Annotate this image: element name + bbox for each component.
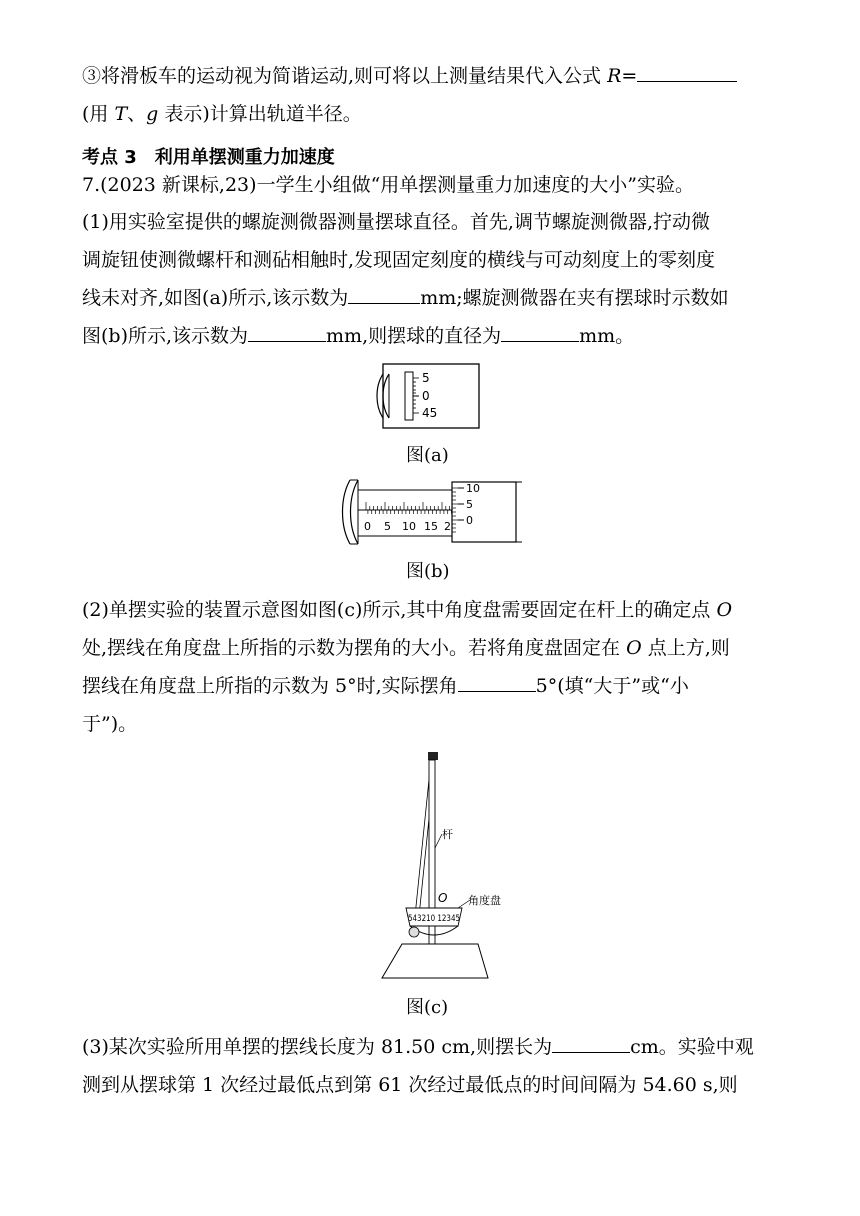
figure-a-micrometer [375, 360, 485, 434]
text-fragment: 点上方,则 [641, 637, 730, 659]
figure-a-caption: 图(a) [406, 445, 449, 466]
var-R: R [607, 65, 622, 87]
part-2-line-3 [82, 673, 689, 699]
text-fragment: cm。实验中观 [630, 1036, 754, 1058]
answer-blank-diameter[interactable] [501, 323, 579, 342]
question-7-title: 7.(2023 新课标,23)一学生小组做“用单摆测量重力加速度的大小”实验。 [82, 174, 694, 196]
formula-sentence: ③将滑板车的运动视为简谐运动,则可将以上测量结果代入公式 [82, 65, 608, 87]
var-g: g [146, 103, 159, 125]
fig-a-scale-45: 45 [422, 406, 438, 420]
text-line-2 [82, 101, 362, 127]
answer-blank-a[interactable] [348, 285, 420, 304]
fig-b-thimble-10: 10 [466, 482, 480, 495]
text-fragment: mm。 [579, 325, 635, 347]
part-1-line-2: 调旋钮使测微螺杆和测砧相触时,发现固定刻度的横线与可动刻度上的零刻度 [82, 249, 716, 271]
fig-b-thimble-5: 5 [466, 498, 473, 511]
equals-sign: = [621, 65, 638, 87]
fig-b-thimble-0: 0 [466, 514, 473, 527]
text-fragment: mm;螺旋测微器在夹有摆球时示数如 [420, 287, 729, 309]
figure-b-caption: 图(b) [406, 561, 450, 582]
part-2-line-4: 于”)。 [82, 713, 138, 735]
part-1-line-3 [82, 285, 729, 311]
figure-b-micrometer [336, 478, 522, 548]
label-angle-disc: 角度盘 [468, 894, 501, 907]
part-3-line-2: 测到从摆球第 1 次经过最低点到第 61 次经过最低点的时间间隔为 54.60 s,则 [82, 1074, 738, 1096]
answer-blank-R[interactable] [637, 63, 737, 82]
text-fragment: (2)单摆实验的装置示意图如图(c)所示,其中角度盘需要固定在杆上的确定点 [82, 599, 717, 621]
answer-blank-length[interactable] [552, 1034, 630, 1053]
text-fragment: 5°(填“大于”或“小 [535, 675, 689, 697]
text-fragment: 摆线在角度盘上所指的示数为 5°时,实际摆角 [82, 675, 458, 697]
text-fragment: (用 [82, 103, 115, 125]
fig-b-main-20: 2 [444, 520, 451, 533]
part-2-line-1 [82, 597, 732, 623]
fig-b-main-10: 10 [402, 520, 416, 533]
figure-c-caption: 图(c) [406, 997, 449, 1018]
fig-a-scale-0: 0 [422, 389, 430, 403]
text-fragment: 处,摆线在角度盘上所指的示数为摆角的大小。若将角度盘固定在 [82, 637, 627, 659]
text-line-1 [82, 63, 737, 89]
part-3-line-1 [82, 1034, 754, 1060]
text-fragment: 线未对齐,如图(a)所示,该示数为 [82, 287, 349, 309]
var-T: T [114, 103, 128, 125]
part-2-line-2 [82, 635, 730, 661]
fig-b-main-0: 0 [364, 520, 371, 533]
text-fragment: mm,则摆球的直径为 [326, 325, 502, 347]
part-1-line-4 [82, 323, 634, 349]
fig-b-main-15: 15 [424, 520, 438, 533]
text-fragment: (3)某次实验所用单摆的摆线长度为 81.50 cm,则摆长为 [82, 1036, 553, 1058]
text-fragment: 、 [127, 103, 147, 125]
label-rod: 杆 [442, 828, 453, 841]
point-O: O [716, 599, 733, 621]
text-fragment: 表示)计算出轨道半径。 [158, 103, 362, 125]
answer-blank-b[interactable] [248, 323, 326, 342]
label-point-O: O [438, 891, 448, 905]
text-fragment: 图(b)所示,该示数为 [82, 325, 249, 347]
fig-a-scale-5: 5 [422, 371, 430, 385]
answer-blank-angle[interactable] [458, 673, 536, 692]
part-1-line-1: (1)用实验室提供的螺旋测微器测量摆球直径。首先,调节螺旋测微器,拧动微 [82, 211, 710, 233]
label-disc-numbers: 543210 12345 [408, 914, 460, 924]
point-O: O [626, 637, 642, 659]
section-heading: 考点 3 利用单摆测重力加速度 [82, 147, 335, 168]
fig-b-main-5: 5 [384, 520, 391, 533]
figure-c-pendulum [378, 748, 518, 984]
